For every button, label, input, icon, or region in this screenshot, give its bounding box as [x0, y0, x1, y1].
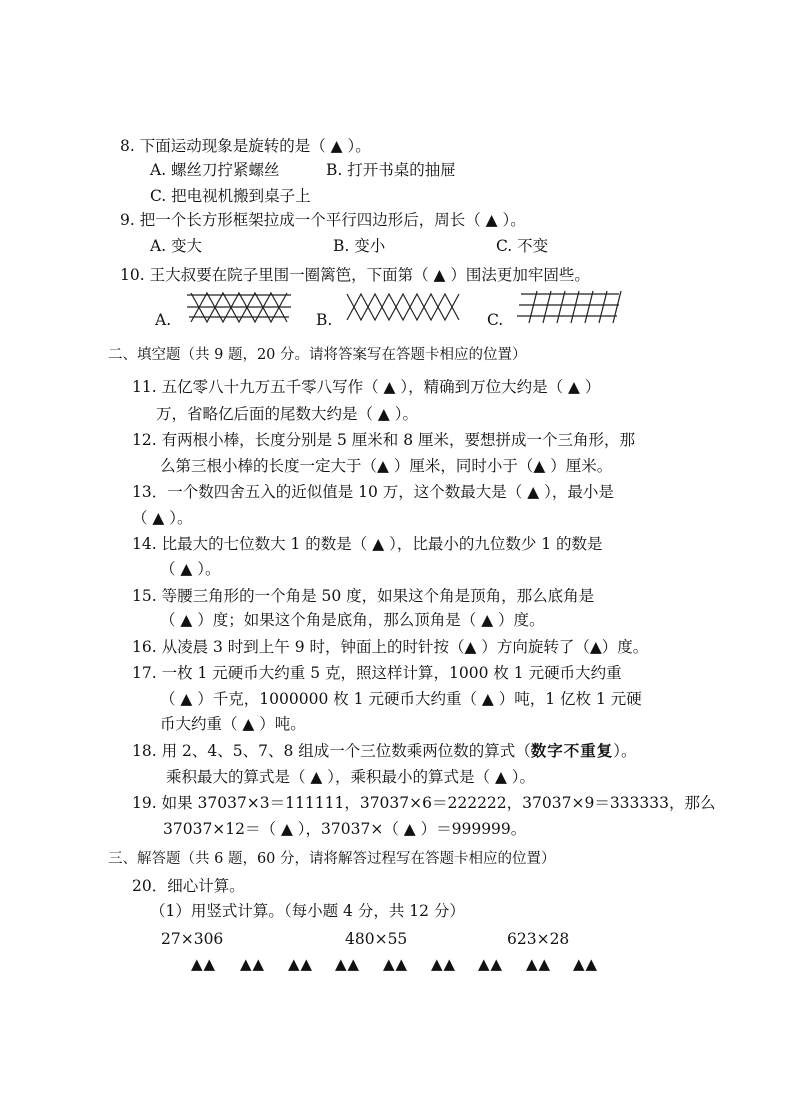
q20-sub1: （1）用竖式计算。（每小题 4 分，共 12 分）	[150, 902, 465, 920]
answer-triangles-2: ▲▲	[240, 955, 266, 973]
q13-line2: （ ▲ ）。	[132, 509, 193, 527]
answer-triangles-1: ▲▲	[191, 955, 217, 973]
section-3-header: 三、解答题（共 6 题，60 分，请将解答过程写在答题卡相应的位置）	[108, 851, 556, 867]
q13-line1: 13．一个数四舍五入的近似值是 10 万，这个数最大是（ ▲ ），最小是	[132, 483, 614, 501]
q8-option-a: A. 螺丝刀拧紧螺丝	[150, 161, 280, 179]
q9-option-a: A. 变大	[150, 237, 203, 255]
q19-line2: 37037×12＝（ ▲ ），37037×（ ▲ ）＝999999。	[163, 820, 527, 838]
q18-line2: 乘积最大的算式是（ ▲ ），乘积最小的算式是（ ▲ ）。	[166, 768, 536, 786]
section-2-header: 二、填空题（共 9 题，20 分。请将答案写在答题卡相应的位置）	[108, 347, 527, 363]
q20-stem: 20．细心计算。	[132, 877, 245, 895]
fence-b-figure	[345, 292, 461, 324]
answer-triangles-6: ▲▲	[431, 955, 457, 973]
q18-line1	[132, 741, 637, 761]
q9-option-c: C. 不变	[496, 237, 549, 255]
q16-line1: 16. 从凌晨 3 时到上午 9 时，钟面上的时针按（▲ ）方向旋转了（▲）度。	[132, 638, 649, 656]
answer-triangles-5: ▲▲	[383, 955, 409, 973]
fence-a-figure	[185, 290, 293, 326]
q9-stem: 9. 把一个长方形框架拉成一个平行四边形后，周长（ ▲ ）。	[120, 211, 526, 229]
q8-option-c: C. 把电视机搬到桌子上	[150, 187, 311, 205]
q11-line2: 万，省略亿后面的尾数大约是（ ▲ ）。	[156, 405, 419, 423]
answer-triangles-8: ▲▲	[526, 955, 552, 973]
q15-line2: （ ▲ ）度；如果这个角是底角，那么顶角是（ ▲ ）度。	[160, 611, 545, 629]
q10-option-a: A.	[155, 311, 172, 329]
q10-option-c: C.	[487, 311, 504, 329]
fence-c-figure	[515, 289, 623, 325]
q17-line1: 17. 一枚 1 元硬币大约重 5 克，照这样计算，1000 枚 1 元硬币大约重	[132, 664, 622, 682]
q8-stem: 8. 下面运动现象是旋转的是（ ▲ ）。	[120, 137, 371, 155]
calc-item-3: 623×28	[507, 930, 570, 948]
calc-item-1: 27×306	[161, 930, 224, 948]
q8-option-b: B. 打开书桌的抽屉	[326, 161, 456, 179]
q17-line3: 币大约重（ ▲ ）吨。	[160, 715, 306, 733]
q14-line1: 14. 比最大的七位数大 1 的数是（ ▲ ），比最小的九位数少 1 的数是	[132, 535, 603, 553]
q10-stem: 10. 王大叔要在院子里围一圈篱笆，下面第（ ▲ ）围法更加牢固些。	[120, 266, 590, 284]
q18-emphasis: 数字不重复	[530, 741, 614, 760]
calc-item-2: 480×55	[345, 930, 408, 948]
q18-line1-text: 18. 用 2、4、5、7、8 组成一个三位数乘两位数的算式（	[132, 742, 531, 760]
answer-triangles-4: ▲▲	[335, 955, 361, 973]
q11-line1: 11. 五亿零八十九万五千零八写作（ ▲ ），精确到万位大约是（ ▲ ）	[132, 378, 601, 396]
q10-option-b: B.	[316, 311, 333, 329]
q15-line1: 15. 等腰三角形的一个角是 50 度，如果这个角是顶角，那么底角是	[132, 587, 595, 605]
q18-line1-close: ）。	[613, 742, 637, 760]
q12-line1: 12. 有两根小棒，长度分别是 5 厘米和 8 厘米，要想拼成一个三角形，那	[132, 431, 636, 449]
answer-triangles-7: ▲▲	[478, 955, 504, 973]
q12-line2: 么第三根小棒的长度一定大于（▲ ）厘米，同时小于（▲ ）厘米。	[160, 457, 613, 475]
q14-line2: （ ▲ ）。	[160, 560, 221, 578]
q19-line1: 19. 如果 37037×3＝111111，37037×6＝222222，37037×9＝333333，那么	[132, 794, 716, 812]
answer-triangles-9: ▲▲	[573, 955, 599, 973]
q9-option-b: B. 变小	[333, 237, 386, 255]
answer-triangles-3: ▲▲	[288, 955, 314, 973]
q17-line2: （ ▲ ）千克，1000000 枚 1 元硬币大约重（ ▲ ）吨，1 亿枚 1 元硬	[160, 690, 642, 708]
